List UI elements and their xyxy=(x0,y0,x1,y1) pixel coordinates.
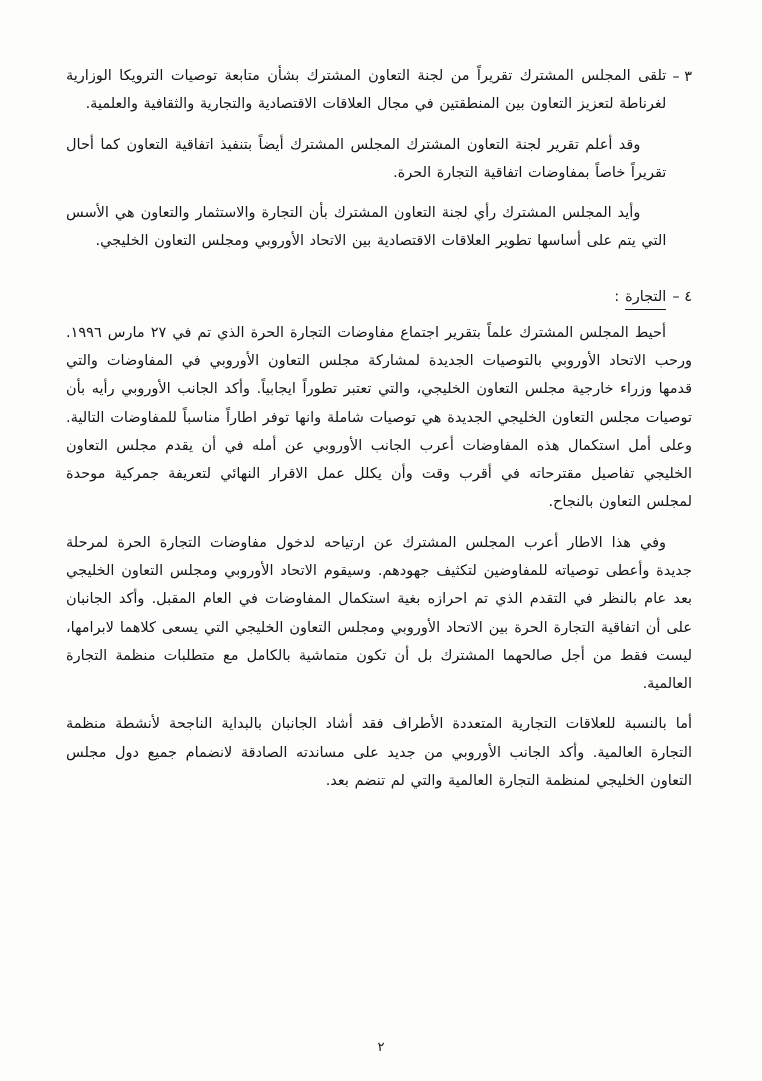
paragraph: أما بالنسبة للعلاقات التجارية المتعددة الأطراف فقد أشاد الجانبان بالبداية الناجحة لأنشطة منظمة التجارة العالمية. وأكد الجانب الأوروبي من جديد على مساندته الصادقة لانضمام جميع دول مجلس التعاون الخليجي لمنظمة التجارة العالمية والتي لم تنضم بعد. xyxy=(66,716,692,789)
section-body-trade xyxy=(66,319,692,795)
paragraph: وأيد المجلس المشترك رأي لجنة التعاون المشترك بأن التجارة والاستثمار والتعاون هي الأسس التي يتم على أساسها تطوير العلاقات الاقتصادية بين الاتحاد الأوروبي ومجلس التعاون الخليجي. xyxy=(66,205,667,250)
item-body xyxy=(66,62,666,268)
document-body xyxy=(66,62,692,795)
item-number: ٣ – xyxy=(672,69,692,85)
section-title: التجارة xyxy=(625,287,666,311)
section-number: ٤ – xyxy=(672,288,692,305)
paragraph: تلقى المجلس المشترك تقريراً من لجنة التعاون المشترك بشأن متابعة توصيات الترويكا الوزارية لغرناطة لتعزيز التعاون بين المنطقتين في مجال العلاقات الاقتصادية والتجارية والثقافية والعلمية. xyxy=(66,68,667,113)
paragraph: أحيط المجلس المشترك علماً بتقرير اجتماع مفاوضات التجارة الحرة الذي تم في ٢٧ مارس ١٩٩٦. ورحب الاتحاد الأوروبي بالتوصيات الجديدة لمشاركة مجلس التعاون الأوروبي في المفاوضات والتي قدمها وزراء خارجية مجلس التعاون الخليجي، والتي تعتبر تطوراً ايجابياً. وأكد الجانب الأوروبي رأيه بأن توصيات مجلس التعاون الخليجي الجديدة هي توصيات شاملة وانها توفر اطاراً مناسباً للمفاوضات التالية. وعلى أمل استكمال هذه المفاوضات أعرب الجانب الأوروبي عن أمله في أن يقدم مجلس التعاون الخليجي تفاصيل مقترحاته في أقرب وقت وأن يكلل عمل الاقرار النهائي لتعريفة جمركية موحدة لمجلس التعاون بالنجاح. xyxy=(66,324,692,511)
section-heading-trade xyxy=(66,282,692,311)
numbered-item-3 xyxy=(66,62,692,268)
paragraph: وقد أعلم تقرير لجنة التعاون المشترك المجلس المشترك أيضاً بتنفيذ اتفاقية التعاون كما أحال تقريراً خاصاً بمفاوضات اتفاقية التجارة الحرة. xyxy=(66,136,667,181)
section-colon: : xyxy=(614,288,620,305)
paragraph: وفي هذا الاطار أعرب المجلس المشترك عن ارتياحه لدخول مفاوضات التجارة الحرة لمرحلة جديدة وأعطى توصياته للمفاوضين لتكثيف جهودهم. وسيقوم الاتحاد الأوروبي ومجلس التعاون الخليجي بعد عام بالنظر في التقدم الذي تم احرازه بغية استكمال المفاوضات في العام المقبل. وأكد الجانبان على أن اتفاقية التجارة الحرة بين الاتحاد الأوروبي ومجلس التعاون الخليجي التي يسعى كلاهما لابرامها، ليست فقط من أجل صالحهما المشترك بل أن تكون متماشية بالكامل مع متطلبات منظمة التجارة العالمية. xyxy=(66,534,692,693)
page-number: ٢ xyxy=(377,1040,385,1055)
